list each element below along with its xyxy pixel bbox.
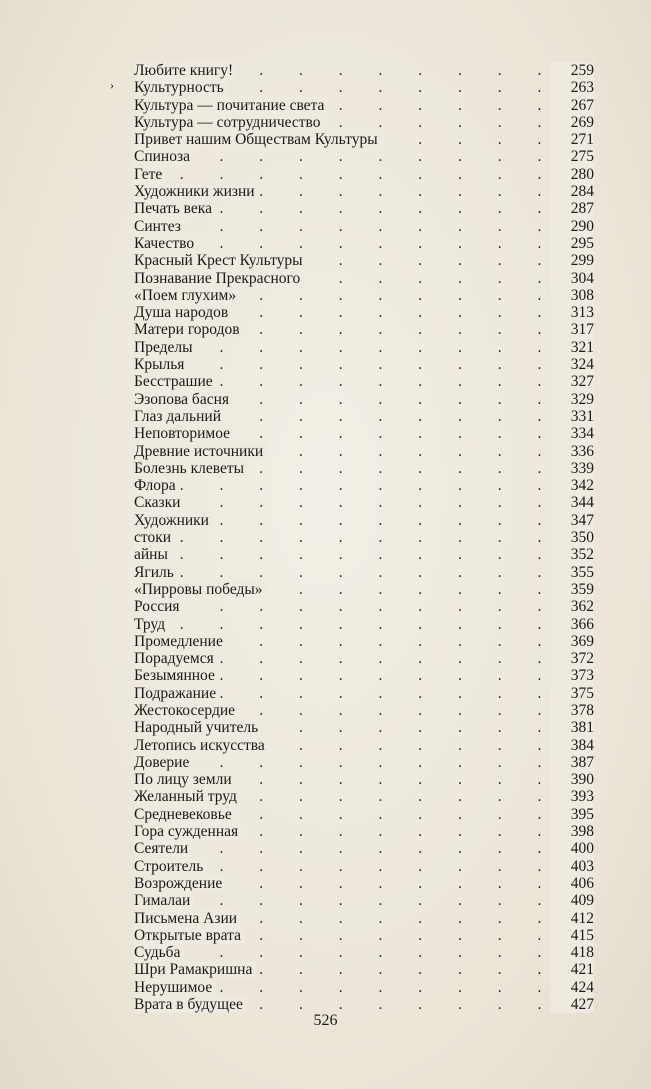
toc-entry-title: Гималаи: [134, 892, 194, 909]
toc-entry: [134, 166, 594, 183]
toc-entry-page: 347: [550, 512, 594, 529]
toc-entry: [134, 737, 594, 754]
toc-entry: [134, 650, 594, 667]
page-number: 526: [313, 1012, 338, 1029]
toc-entry-title: Эзопова басня: [134, 391, 233, 408]
toc-entry-page: 284: [550, 183, 594, 200]
toc-entry: [134, 927, 594, 944]
toc-entry-title: Крылья: [134, 356, 188, 373]
toc-entry-title: Глаз дальний: [134, 408, 225, 425]
toc-entry-title: Качество: [134, 235, 198, 252]
toc-entry-page: 263: [550, 79, 594, 96]
toc-entry-title: Художники: [134, 512, 213, 529]
toc-entry-title: Безымянное: [134, 667, 219, 684]
toc-entry-title: Письмена Азии: [134, 910, 241, 927]
toc-entry-page: 373: [550, 667, 594, 684]
toc-entry-page: 331: [550, 408, 594, 425]
toc-entry: [134, 910, 594, 927]
toc-entry-title: Подражание: [134, 685, 220, 702]
toc-entry-title: Россия: [134, 598, 184, 615]
toc-entry-title: Пределы: [134, 339, 197, 356]
toc-entry-page: 378: [550, 702, 594, 719]
toc-entry-title: Труд: [134, 616, 169, 633]
margin-mark: ›: [110, 78, 114, 92]
toc-entry: [134, 97, 594, 114]
toc-entry: [134, 200, 594, 217]
toc-entry-title: Строитель: [134, 858, 207, 875]
toc-entry-page: 352: [550, 546, 594, 563]
toc-entry-page: 334: [550, 425, 594, 442]
toc-entry-page: 381: [550, 719, 594, 736]
toc-entry: [134, 235, 594, 252]
toc-entry: [134, 529, 594, 546]
toc-entry: [134, 391, 594, 408]
toc-entry: [134, 287, 594, 304]
toc-entry-page: 393: [550, 788, 594, 805]
toc-entry: [134, 979, 594, 996]
toc-entry-title: Жестокосердие: [134, 702, 239, 719]
toc-entry-page: 366: [550, 616, 594, 633]
toc-entry-page: 427: [550, 996, 594, 1013]
toc-entry-title: Возрождение: [134, 875, 226, 892]
toc-entry-page: 336: [550, 443, 594, 460]
toc-entry-page: 295: [550, 235, 594, 252]
toc-entry-title: Желанный труд: [134, 788, 241, 805]
toc-entry: [134, 840, 594, 857]
toc-entry-page: 409: [550, 892, 594, 909]
toc-entry-page: 395: [550, 806, 594, 823]
toc-entry-title: Болезнь клеветы: [134, 460, 248, 477]
toc-entry-title: Флора: [134, 477, 180, 494]
toc-entry-title: Гете: [134, 166, 166, 183]
toc-entry-title: Древние источники: [134, 443, 267, 460]
toc-entry-title: «Пирровы победы»: [134, 581, 267, 598]
toc-entry: [134, 218, 594, 235]
toc-entry-page: 372: [550, 650, 594, 667]
toc-entry-title: Гора сужденная: [134, 823, 242, 840]
toc-entry-title: Матери городов: [134, 321, 244, 338]
toc-entry-page: 342: [550, 477, 594, 494]
toc-entry-title: айны: [134, 546, 172, 563]
toc-entry-page: 406: [550, 875, 594, 892]
toc-entry-title: Средневековье: [134, 806, 236, 823]
toc-entry-title: Народный учитель: [134, 719, 262, 736]
toc-entry-page: 308: [550, 287, 594, 304]
toc-entry: [134, 339, 594, 356]
toc-entry-page: 324: [550, 356, 594, 373]
toc-entry-page: 355: [550, 564, 594, 581]
toc-entry-page: 359: [550, 581, 594, 598]
toc-entry: [134, 425, 594, 442]
toc-entry-title: Печать века: [134, 200, 216, 217]
toc-entry-page: 329: [550, 391, 594, 408]
toc-entry: [134, 719, 594, 736]
toc-entry-page: 344: [550, 494, 594, 511]
toc-entry: [134, 494, 594, 511]
toc-entry-title: Доверие: [134, 754, 193, 771]
toc-entry-title: Сеятели: [134, 840, 192, 857]
toc-entry-page: 421: [550, 961, 594, 978]
toc-entry-title: Порадуемся: [134, 650, 218, 667]
toc-entry: [134, 131, 594, 148]
toc-entry: [134, 858, 594, 875]
toc-entry-title: стоки: [134, 529, 175, 546]
toc-entry-title: Бесстрашие: [134, 373, 217, 390]
toc-entry-title: Сказки: [134, 494, 184, 511]
toc-entry: [134, 806, 594, 823]
toc-entry: [134, 477, 594, 494]
toc-entry: [134, 996, 594, 1013]
toc-entry-page: 384: [550, 737, 594, 754]
toc-entry-page: 375: [550, 685, 594, 702]
toc-entry-title: Спиноза: [134, 148, 194, 165]
toc-entry: [134, 667, 594, 684]
toc-entry-page: 259: [550, 62, 594, 79]
toc-entry-title: Душа народов: [134, 304, 232, 321]
toc-entry: [134, 512, 594, 529]
toc-entry-page: 415: [550, 927, 594, 944]
toc-entry-title: Красный Крест Культуры: [134, 252, 307, 269]
toc-entry: [134, 304, 594, 321]
toc-entry: [134, 633, 594, 650]
toc-entry-page: 362: [550, 598, 594, 615]
toc-entry-page: 369: [550, 633, 594, 650]
toc-entry: [134, 702, 594, 719]
toc-entry: [134, 114, 594, 131]
toc-entry-page: 271: [550, 131, 594, 148]
toc-entry-page: 313: [550, 304, 594, 321]
toc-entry-page: 269: [550, 114, 594, 131]
toc-entry: [134, 443, 594, 460]
toc-entry: [134, 564, 594, 581]
toc-entry: [134, 892, 594, 909]
toc-entry-title: Нерушимое: [134, 979, 216, 996]
toc-entry-title: «Поем глухим»: [134, 287, 240, 304]
toc-entry: [134, 685, 594, 702]
toc-entry: [134, 788, 594, 805]
toc-entry-title: Культура — почитание света: [134, 97, 328, 114]
toc-entry: [134, 581, 594, 598]
toc-entry-title: Промедление: [134, 633, 227, 650]
toc-entry: [134, 598, 594, 615]
toc-entry: [134, 252, 594, 269]
toc-entry-page: 418: [550, 944, 594, 961]
toc-entry: [134, 408, 594, 425]
toc-entry: [134, 148, 594, 165]
toc-entry-title: Судьба: [134, 944, 184, 961]
toc-entry-page: 275: [550, 148, 594, 165]
toc-entry-title: Культурность: [134, 79, 228, 96]
toc-entry-title: Неповторимое: [134, 425, 234, 442]
toc-entry-page: 424: [550, 979, 594, 996]
toc-entry-title: Художники жизни: [134, 183, 259, 200]
toc-entry-page: 280: [550, 166, 594, 183]
toc-entry-page: 327: [550, 373, 594, 390]
toc-entry-page: 317: [550, 321, 594, 338]
toc-entry-title: Летопись искусства: [134, 737, 269, 754]
toc-entry-title: Шри Рамакришна: [134, 961, 256, 978]
toc-entry: [134, 875, 594, 892]
toc-entry-title: Синтез: [134, 218, 185, 235]
toc-entry: [134, 823, 594, 840]
toc-entry: [134, 79, 594, 96]
toc-entry: [134, 546, 594, 563]
toc-entry-page: 350: [550, 529, 594, 546]
toc-entry-page: 390: [550, 771, 594, 788]
toc-entry-page: 387: [550, 754, 594, 771]
toc-entry: [134, 961, 594, 978]
toc-entry-page: 412: [550, 910, 594, 927]
toc-entry: [134, 321, 594, 338]
toc-entry-page: 287: [550, 200, 594, 217]
toc-entry-page: 290: [550, 218, 594, 235]
toc-entry-page: 304: [550, 270, 594, 287]
toc-entry-page: 267: [550, 97, 594, 114]
toc-entry: [134, 62, 594, 79]
toc-entry-page: 403: [550, 858, 594, 875]
toc-entry-title: Открытые врата: [134, 927, 245, 944]
toc-entry-title: Любите книгу!: [134, 62, 237, 79]
toc-entry: [134, 754, 594, 771]
toc-entry-title: Врата в будущее: [134, 996, 247, 1013]
toc-entry-title: Привет нашим Обществам Культуры: [134, 131, 382, 148]
toc-entry: [134, 460, 594, 477]
toc-entry-page: 398: [550, 823, 594, 840]
toc-entry: [134, 356, 594, 373]
toc-entry-page: 339: [550, 460, 594, 477]
toc-entry-page: 321: [550, 339, 594, 356]
toc-entry: [134, 771, 594, 788]
toc-entry: [134, 270, 594, 287]
toc-entry-page: 400: [550, 840, 594, 857]
toc-entry: [134, 183, 594, 200]
toc-entry-title: Познавание Прекрасного: [134, 270, 304, 287]
toc-entry-page: 299: [550, 252, 594, 269]
toc-entry: [134, 373, 594, 390]
table-of-contents: [134, 62, 594, 1013]
toc-entry: [134, 944, 594, 961]
toc-entry-title: Ягиль: [134, 564, 178, 581]
toc-entry: [134, 616, 594, 633]
toc-entry-title: Культура — сотрудничество: [134, 114, 325, 131]
toc-entry-title: По лицу земли: [134, 771, 236, 788]
